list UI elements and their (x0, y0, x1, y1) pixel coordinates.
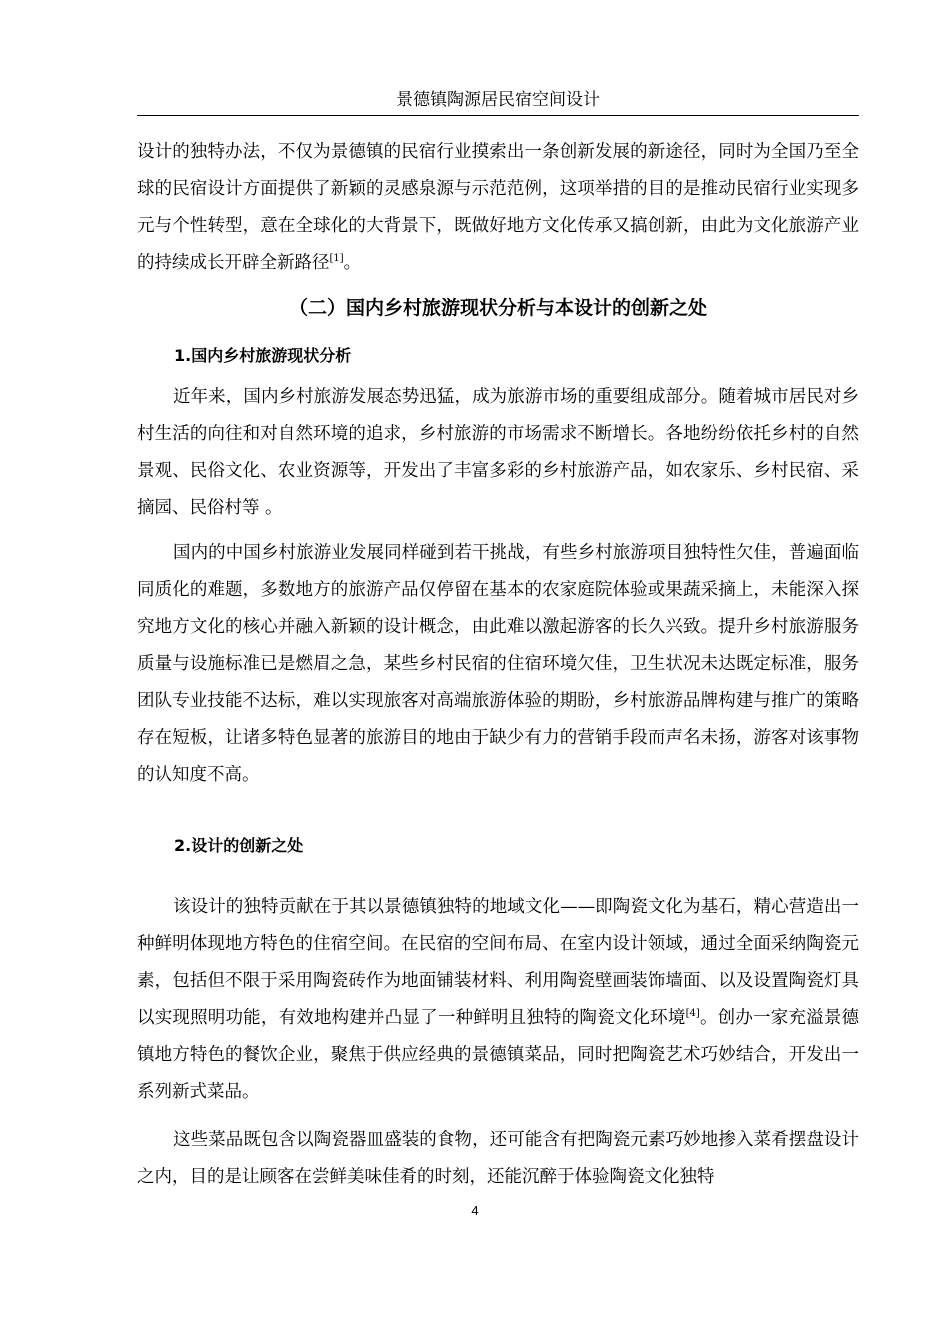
citation-ref-4: [4] (685, 1008, 700, 1020)
citation-ref-1: [1] (329, 253, 344, 265)
paragraph-text-cont: 。创办一家充溢景德镇地方特色的餐饮企业，聚焦于供应经典的景德镇菜品，同时把陶瓷艺术巧妙结合，开发出一系列新式菜品。 (137, 1008, 860, 1102)
section-heading: （二）国内乡村旅游现状分析与本设计的创新之处 (288, 297, 707, 319)
paragraph-text: 设计的独特办法，不仅为景德镇的民宿行业摸索出一条创新发展的新途径，同时为全国乃至全球的民宿设计方面提供了新颖的灵感泉源与示范范例，这项举措的目的是推动民宿行业实现多元与个性转型，意在全球化的大背景下，既做好地方文化传承又搞创新，由此为文化旅游产业的持续成长开辟全新路径 (137, 142, 859, 273)
page-number: 4 (471, 1203, 479, 1218)
paragraph-continuation (137, 134, 859, 282)
paragraph-dishes: 这些菜品既包含以陶瓷器皿盛装的食物，还可能含有把陶瓷元素巧妙地掺入菜肴摆盘设计之内，目的是让顾客在尝鲜美味佳肴的时刻，还能沉醉于体验陶瓷文化独特 (137, 1130, 859, 1187)
paragraph-design-innovation (137, 889, 859, 1111)
paragraph-rural-tourism-challenges: 国内的中国乡村旅游业发展同样碰到若干挑战，有些乡村旅游项目独特性欠佳，普遍面临同质化的难题，多数地方的旅游产品仅停留在基本的农家庭院体验或果蔬采摘上，未能深入探究地方文化的核心并融入新颖的设计概念，由此难以激起游客的长久兴致。提升乡村旅游服务质量与设施标准已是燃眉之急，某些乡村民宿的住宿环境欠佳，卫生状况未达既定标准，服务团队专业技能不达标，难以实现旅客对高端旅游体验的期盼，乡村旅游品牌构建与推广的策略存在短板，让诸多特色显著的旅游目的地由于缺少有力的营销手段而声名未扬，游客对该事物的认知度不高。 (137, 543, 859, 785)
paragraph-end: 。 (343, 253, 362, 273)
header-divider (137, 115, 859, 116)
paragraph-text: 该设计的独特贡献在于其以景德镇独特的地域文化——即陶瓷文化为基石，精心营造出一种鲜明体现地方特色的住宿空间。在民宿的空间布局、在室内设计领域，通过全面采纳陶瓷元素，包括但不限于采用陶瓷砖作为地面铺装材料、利用陶瓷壁画装饰墙面、以及设置陶瓷灯具以实现照明功能，有效地构建并凸显了一种鲜明且独特的陶瓷文化环境 (137, 897, 859, 1028)
subsection-heading-1: 1.国内乡村旅游现状分析 (174, 346, 352, 365)
paragraph-rural-tourism-status: 近年来，国内乡村旅游发展态势迅猛，成为旅游市场的重要组成部分。随着城市居民对乡村生活的向往和对自然环境的追求，乡村旅游的市场需求不断增长。各地纷纷依托乡村的自然景观、民俗文化、农业资源等，开发出了丰富多彩的乡村旅游产品，如农家乐、乡村民宿、采摘园、民俗村等 。 (137, 387, 859, 518)
page-header-title: 景德镇陶源居民宿空间设计 (396, 90, 600, 110)
subsection-heading-2: 2.设计的创新之处 (174, 836, 304, 855)
